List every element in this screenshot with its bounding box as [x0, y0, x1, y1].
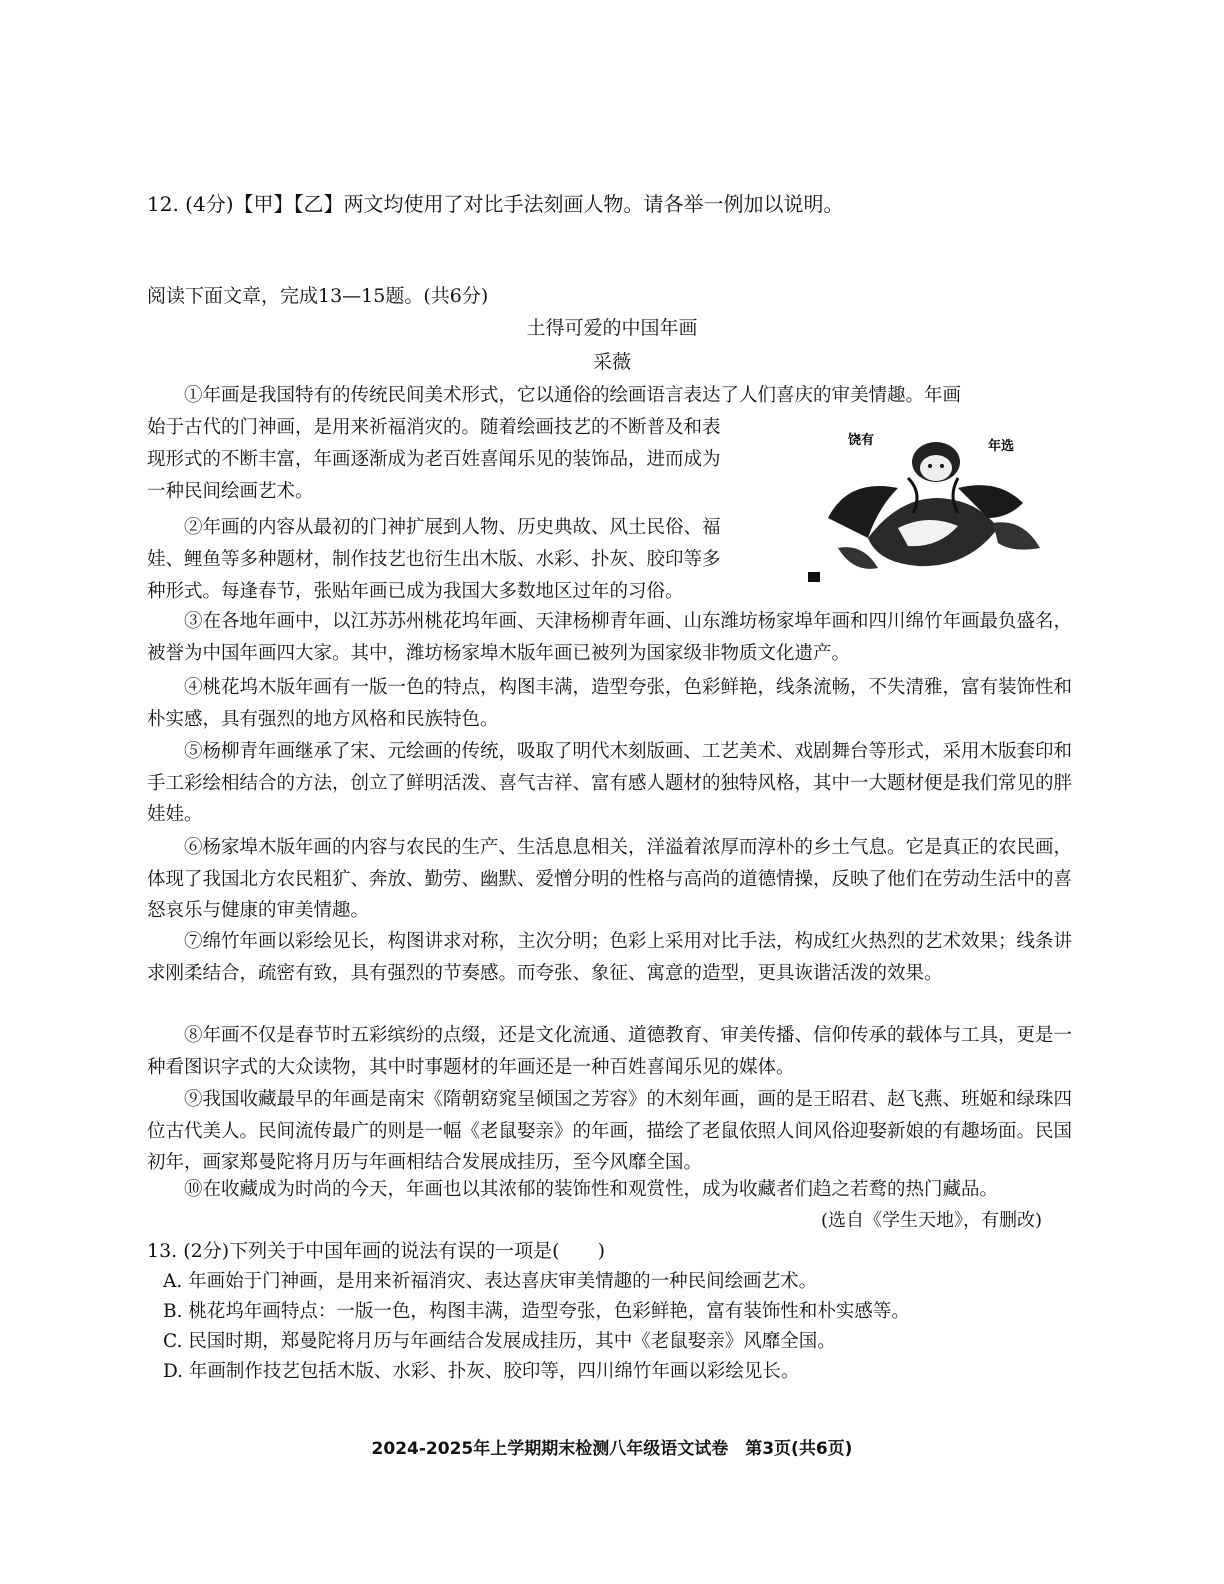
question-13-option-b: B. 桃花坞年画特点：一版一色，构图丰满，造型夸张，色彩鲜艳，富有装饰性和朴实感等。: [163, 1301, 910, 1322]
paragraph-1-line-3: 现形式的不断丰富，年画逐渐成为老百姓喜闻乐见的装饰品，进而成为: [147, 449, 721, 470]
figure-caption-right: 年选: [988, 439, 1015, 454]
paragraph-4: ④桃花坞木版年画有一版一色的特点，构图丰满，造型夸张，色彩鲜艳，线条流畅，不失清雅，富有装饰性和朴实感，具有强烈的地方风格和民族特色。: [147, 677, 1073, 730]
question-12: 12. (4分)【甲】【乙】两文均使用了对比手法刻画人物。请各举一例加以说明。: [147, 192, 844, 216]
paragraph-6: ⑥杨家埠木版年画的内容与农民的生产、生活息息相关，洋溢着浓厚而淳朴的乡土气息。它是真正的农民画，体现了我国北方农民粗犷、奔放、勤劳、幽默、爱憎分明的性格与高尚的道德情操，反映了他们在劳动生活中的喜怒哀乐与健康的审美情趣。: [147, 837, 1073, 921]
paragraph-5: ⑤杨柳青年画继承了宋、元绘画的传统，吸取了明代木刻版画、工艺美术、戏剧舞台等形式，采用木版套印和手工彩绘相结合的方法，创立了鲜明活泼、喜气吉祥、富有感人题材的独特风格，其中一大题材便是我们常见的胖娃娃。: [147, 741, 1073, 825]
nianhua-illustration: [808, 418, 1046, 586]
paragraph-7: ⑦绵竹年画以彩绘见长，构图讲求对称，主次分明；色彩上采用对比手法，构成红火热烈的艺术效果；线条讲求刚柔结合，疏密有致，具有强烈的节奏感。而夸张、象征、寓意的造型，更具诙谐活泼的效果。: [147, 931, 1073, 984]
question-13-option-c: C. 民国时期，郑曼陀将月历与年画结合发展成挂历，其中《老鼠娶亲》风靡全国。: [163, 1331, 836, 1352]
question-13-stem: 13. (2分)下列关于中国年画的说法有误的一项是( ): [147, 1240, 605, 1262]
article-source: (选自《学生天地》，有删改): [820, 1210, 1042, 1231]
article-title: 土得可爱的中国年画: [526, 317, 698, 339]
paragraph-3: ③在各地年画中，以江苏苏州桃花坞年画、天津杨柳青年画、山东潍坊杨家埠年画和四川绵竹年画最负盛名，被誉为中国年画四大家。其中，潍坊杨家埠木版年画已被列为国家级非物质文化遗产。: [147, 611, 1073, 664]
paragraph-8: ⑧年画不仅是春节时五彩缤纷的点缀，还是文化流通、道德教育、审美传播、信仰传承的载体与工具，更是一种看图识字式的大众读物，其中时事题材的年画还是一种百姓喜闻乐见的媒体。: [147, 1025, 1073, 1078]
paragraph-1-line-2: 始于古代的门神画，是用来祈福消灾的。随着绘画技艺的不断普及和表: [147, 417, 721, 438]
paragraph-9: ⑨我国收藏最早的年画是南宋《隋朝窈窕呈倾国之芳容》的木刻年画，画的是王昭君、赵飞燕、班姬和绿珠四位古代美人。民间流传最广的则是一幅《老鼠娶亲》的年画，描绘了老鼠依照人间风俗迎娶新娘的有趣场面。民国初年，画家郑曼陀将月历与年画相结合发展成挂历，至今风靡全国。: [147, 1089, 1073, 1173]
paragraph-2-line-3: 种形式。每逢春节，张贴年画已成为我国大多数地区过年的习俗。: [147, 581, 684, 602]
article-author: 采薇: [592, 351, 631, 373]
paragraph-2-line-1: ②年画的内容从最初的门神扩展到人物、历史典故、风土民俗、福: [184, 517, 721, 538]
paragraph-1-line-4: 一种民间绘画艺术。: [147, 481, 314, 502]
paragraph-1-line-1: ①年画是我国特有的传统民间美术形式，它以通俗的绘画语言表达了人们喜庆的审美情趣。年画: [184, 385, 962, 406]
page-footer: 2024-2025年上学期期末检测八年级语文试卷 第3页(共6页): [371, 1439, 853, 1459]
question-13-option-a: A. 年画始于门神画，是用来祈福消灾、表达喜庆审美情趣的一种民间绘画艺术。: [163, 1271, 818, 1292]
paragraph-10: ⑩在收藏成为时尚的今天，年画也以其浓郁的装饰性和观赏性，成为收藏者们趋之若鹜的热门藏品。: [184, 1179, 999, 1200]
reading-instruction: 阅读下面文章，完成13—15题。(共6分): [147, 285, 489, 307]
paragraph-2-line-2: 娃、鲤鱼等多种题材，制作技艺也衍生出木版、水彩、扑灰、胶印等多: [147, 549, 721, 570]
question-13-option-d: D. 年画制作技艺包括木版、水彩、扑灰、胶印等，四川绵竹年画以彩绘见长。: [163, 1361, 800, 1382]
figure-caption-left: 饶有: [848, 433, 875, 448]
